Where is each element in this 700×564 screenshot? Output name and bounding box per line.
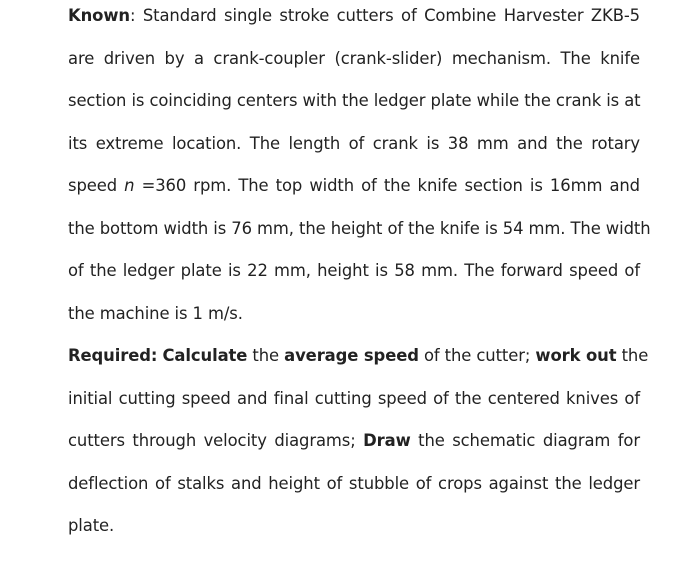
required-line-4: deflection of stalks and height of stubble of crops against the ledger [68, 474, 640, 493]
speed-symbol: n [124, 176, 135, 195]
known-label: Known [68, 6, 130, 25]
required-line-5: plate. [68, 516, 115, 535]
known-line-6: the bottom width is 76 mm, the height of the knife is 54 mm. The width [68, 219, 651, 238]
required-line-3: cutters through velocity diagrams; Draw the schematic diagram for [68, 431, 640, 450]
known-line-7: of the ledger plate is 22 mm, height is 58 mm. The forward speed of [68, 261, 640, 280]
required-line-1: Required: Calculate the average speed of the cutter; work out the [68, 346, 649, 365]
required-label: Required: [68, 346, 158, 365]
known-line-3: section is coinciding centers with the ledger plate while the crank is at [68, 91, 641, 110]
known-line-4: its extreme location. The length of crank is 38 mm and the rotary [68, 134, 640, 153]
known-line-5: speed n =360 rpm. The top width of the knife section is 16mm and [68, 176, 640, 195]
known-line-2: are driven by a crank-coupler (crank-slider) mechanism. The knife [68, 49, 640, 68]
required-line-2: initial cutting speed and final cutting speed of the centered knives of [68, 389, 640, 408]
known-line-8: the machine is 1 m/s. [68, 304, 243, 323]
known-line-1: Known: Standard single stroke cutters of Combine Harvester ZKB-5 [68, 6, 640, 25]
